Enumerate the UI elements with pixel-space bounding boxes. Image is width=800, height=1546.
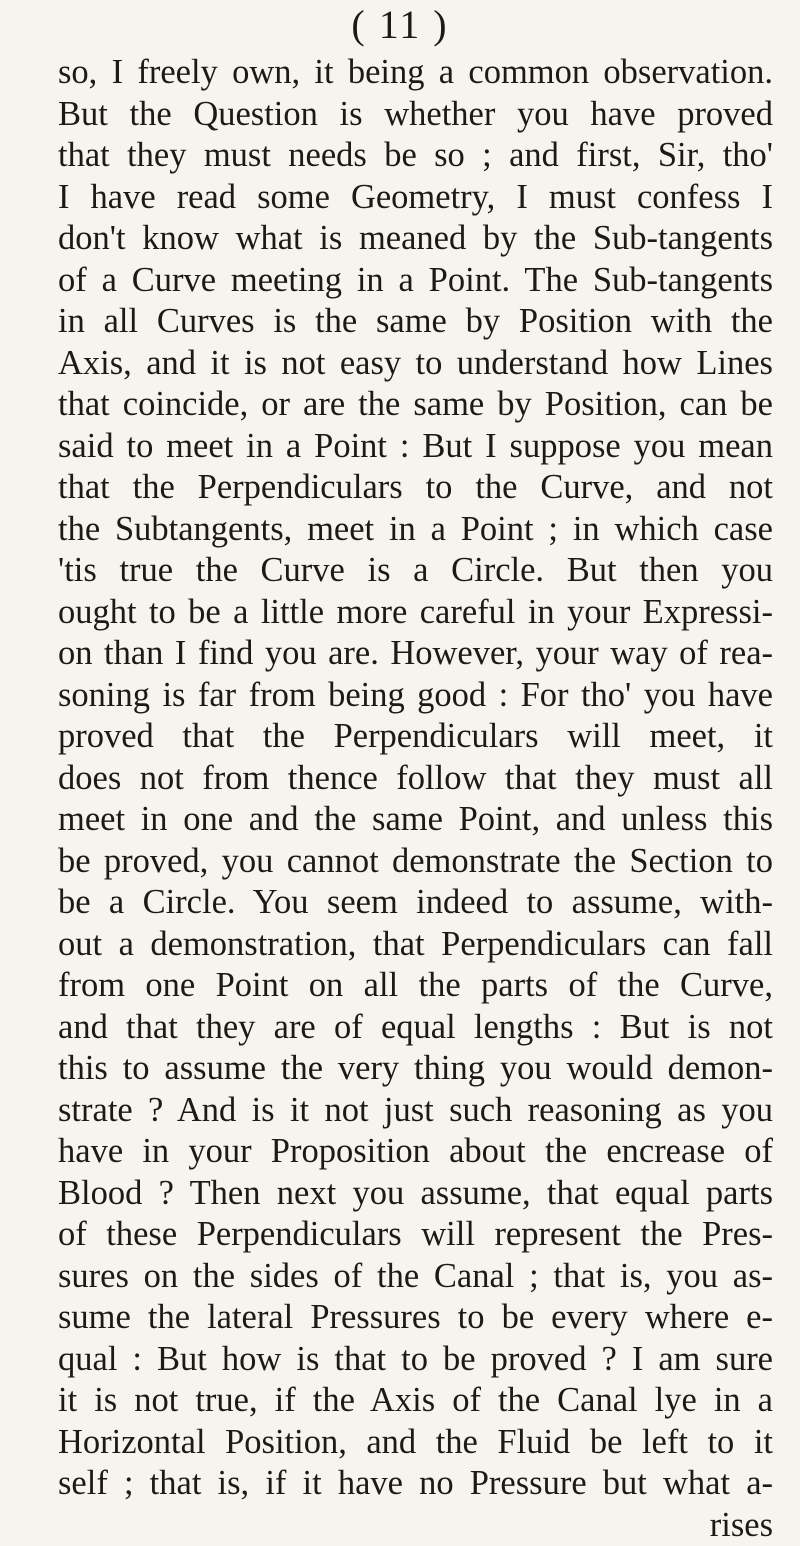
text-line: strate ? And is it not just such reasoning as you [58, 1090, 773, 1132]
body-text [58, 52, 773, 1546]
text-line: ought to be a little more careful in your Expressi- [58, 592, 773, 634]
page-number: ( 11 ) [0, 0, 800, 50]
text-line: that the Perpendiculars to the Curve, and not [58, 467, 773, 509]
text-line: that they must needs be so ; and first, Sir, tho' [58, 135, 773, 177]
text-line: meet in one and the same Point, and unless this [58, 799, 773, 841]
text-line: self ; that is, if it have no Pressure but what a- [58, 1463, 773, 1505]
text-line: But the Question is whether you have proved [58, 94, 773, 136]
text-line: be proved, you cannot demonstrate the Section to [58, 841, 773, 883]
text-line: does not from thence follow that they must all [58, 758, 773, 800]
text-line: this to assume the very thing you would demon- [58, 1048, 773, 1090]
text-line: it is not true, if the Axis of the Canal lye in a [58, 1380, 773, 1422]
text-line: so, I freely own, it being a common observation. [58, 52, 773, 94]
text-line: qual : But how is that to be proved ? I am sure [58, 1339, 773, 1381]
catchword: rises [58, 1505, 773, 1546]
text-line: 'tis true the Curve is a Circle. But then you [58, 550, 773, 592]
text-line: proved that the Perpendiculars will meet, it [58, 716, 773, 758]
text-line: soning is far from being good : For tho' you have [58, 675, 773, 717]
text-line: be a Circle. You seem indeed to assume, with- [58, 882, 773, 924]
text-line: the Subtangents, meet in a Point ; in which case [58, 509, 773, 551]
text-line: said to meet in a Point : But I suppose you mean [58, 426, 773, 468]
text-line: out a demonstration, that Perpendiculars can fall [58, 924, 773, 966]
text-line: of these Perpendiculars will represent the Pres- [58, 1214, 773, 1256]
text-line: that coincide, or are the same by Position, can be [58, 384, 773, 426]
text-line: Horizontal Position, and the Fluid be left to it [58, 1422, 773, 1464]
text-line: have in your Proposition about the encrease of [58, 1131, 773, 1173]
text-line: from one Point on all the parts of the Curve, [58, 965, 773, 1007]
text-line: and that they are of equal lengths : But is not [58, 1007, 773, 1049]
text-line: sume the lateral Pressures to be every where e- [58, 1297, 773, 1339]
text-line: of a Curve meeting in a Point. The Sub-tangents [58, 260, 773, 302]
text-line: sures on the sides of the Canal ; that is, you as- [58, 1256, 773, 1298]
text-line: Axis, and it is not easy to understand how Lines [58, 343, 773, 385]
text-line: I have read some Geometry, I must confess I [58, 177, 773, 219]
text-line: in all Curves is the same by Position with the [58, 301, 773, 343]
text-line: on than I find you are. However, your way of rea- [58, 633, 773, 675]
text-line: don't know what is meaned by the Sub-tangents [58, 218, 773, 260]
text-line: Blood ? Then next you assume, that equal parts [58, 1173, 773, 1215]
